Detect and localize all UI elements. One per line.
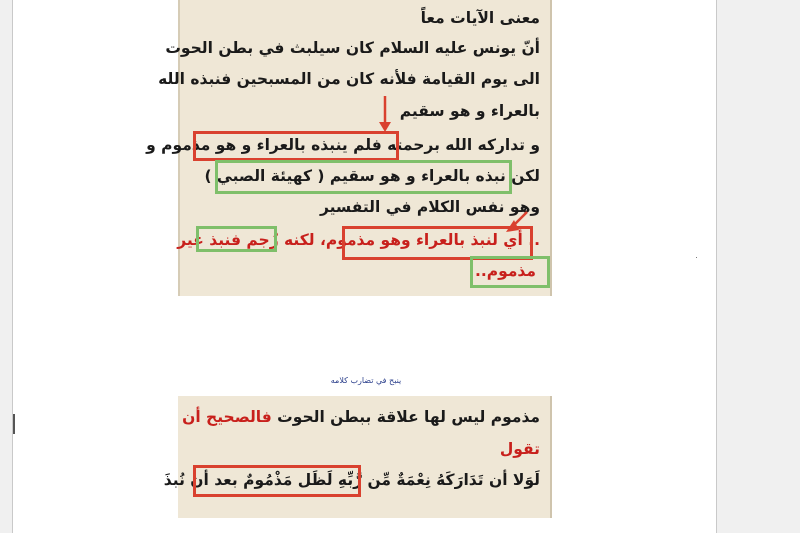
heading-line: معنى الآيات معاً: [420, 9, 540, 27]
text-line: أنّ يونس عليه السلام كان سيلبث في بطن الحوت: [165, 39, 540, 57]
highlighted-red-line-2: مذموم..: [474, 262, 536, 280]
text-line: و تداركه الله برحمته فلم ينبذه بالعراء و هو مذموم و: [146, 136, 540, 154]
red-text-segment: فالصحيح أن: [182, 408, 272, 426]
red-text-line: تقول: [499, 440, 540, 458]
text-line: لكن نبذه بالعراء و هو سقيم ( كهيئة الصبي ): [204, 167, 540, 185]
red-annotation-box: [193, 465, 361, 497]
caption-text: ينبح في تضارب كلامه: [330, 376, 402, 385]
text-line: وهو نفس الكلام في التفسير: [319, 198, 540, 216]
text-segment: مذموم ليس لها علاقة ببطن الحوت: [271, 408, 540, 426]
verse-line: لَوَلا أن تَدَارَكَهُ نِعْمَةٌ مِّن رَّبِّهِ لَظَل مَذْمُومٌ بعد أن نُبذَ: [163, 471, 540, 489]
text-line: الى يوم القيامة فلأنه كان من المسبحين فنبذه الله: [158, 70, 540, 88]
highlighted-red-line: .. أي لنبذ بالعراء وهو مذموم، لكنه زُجم فنبذ غير: [177, 231, 540, 249]
quoted-image-2: [163, 396, 552, 518]
text-line: [182, 405, 540, 429]
text-line: بالعراء و هو سقيم: [399, 102, 540, 120]
